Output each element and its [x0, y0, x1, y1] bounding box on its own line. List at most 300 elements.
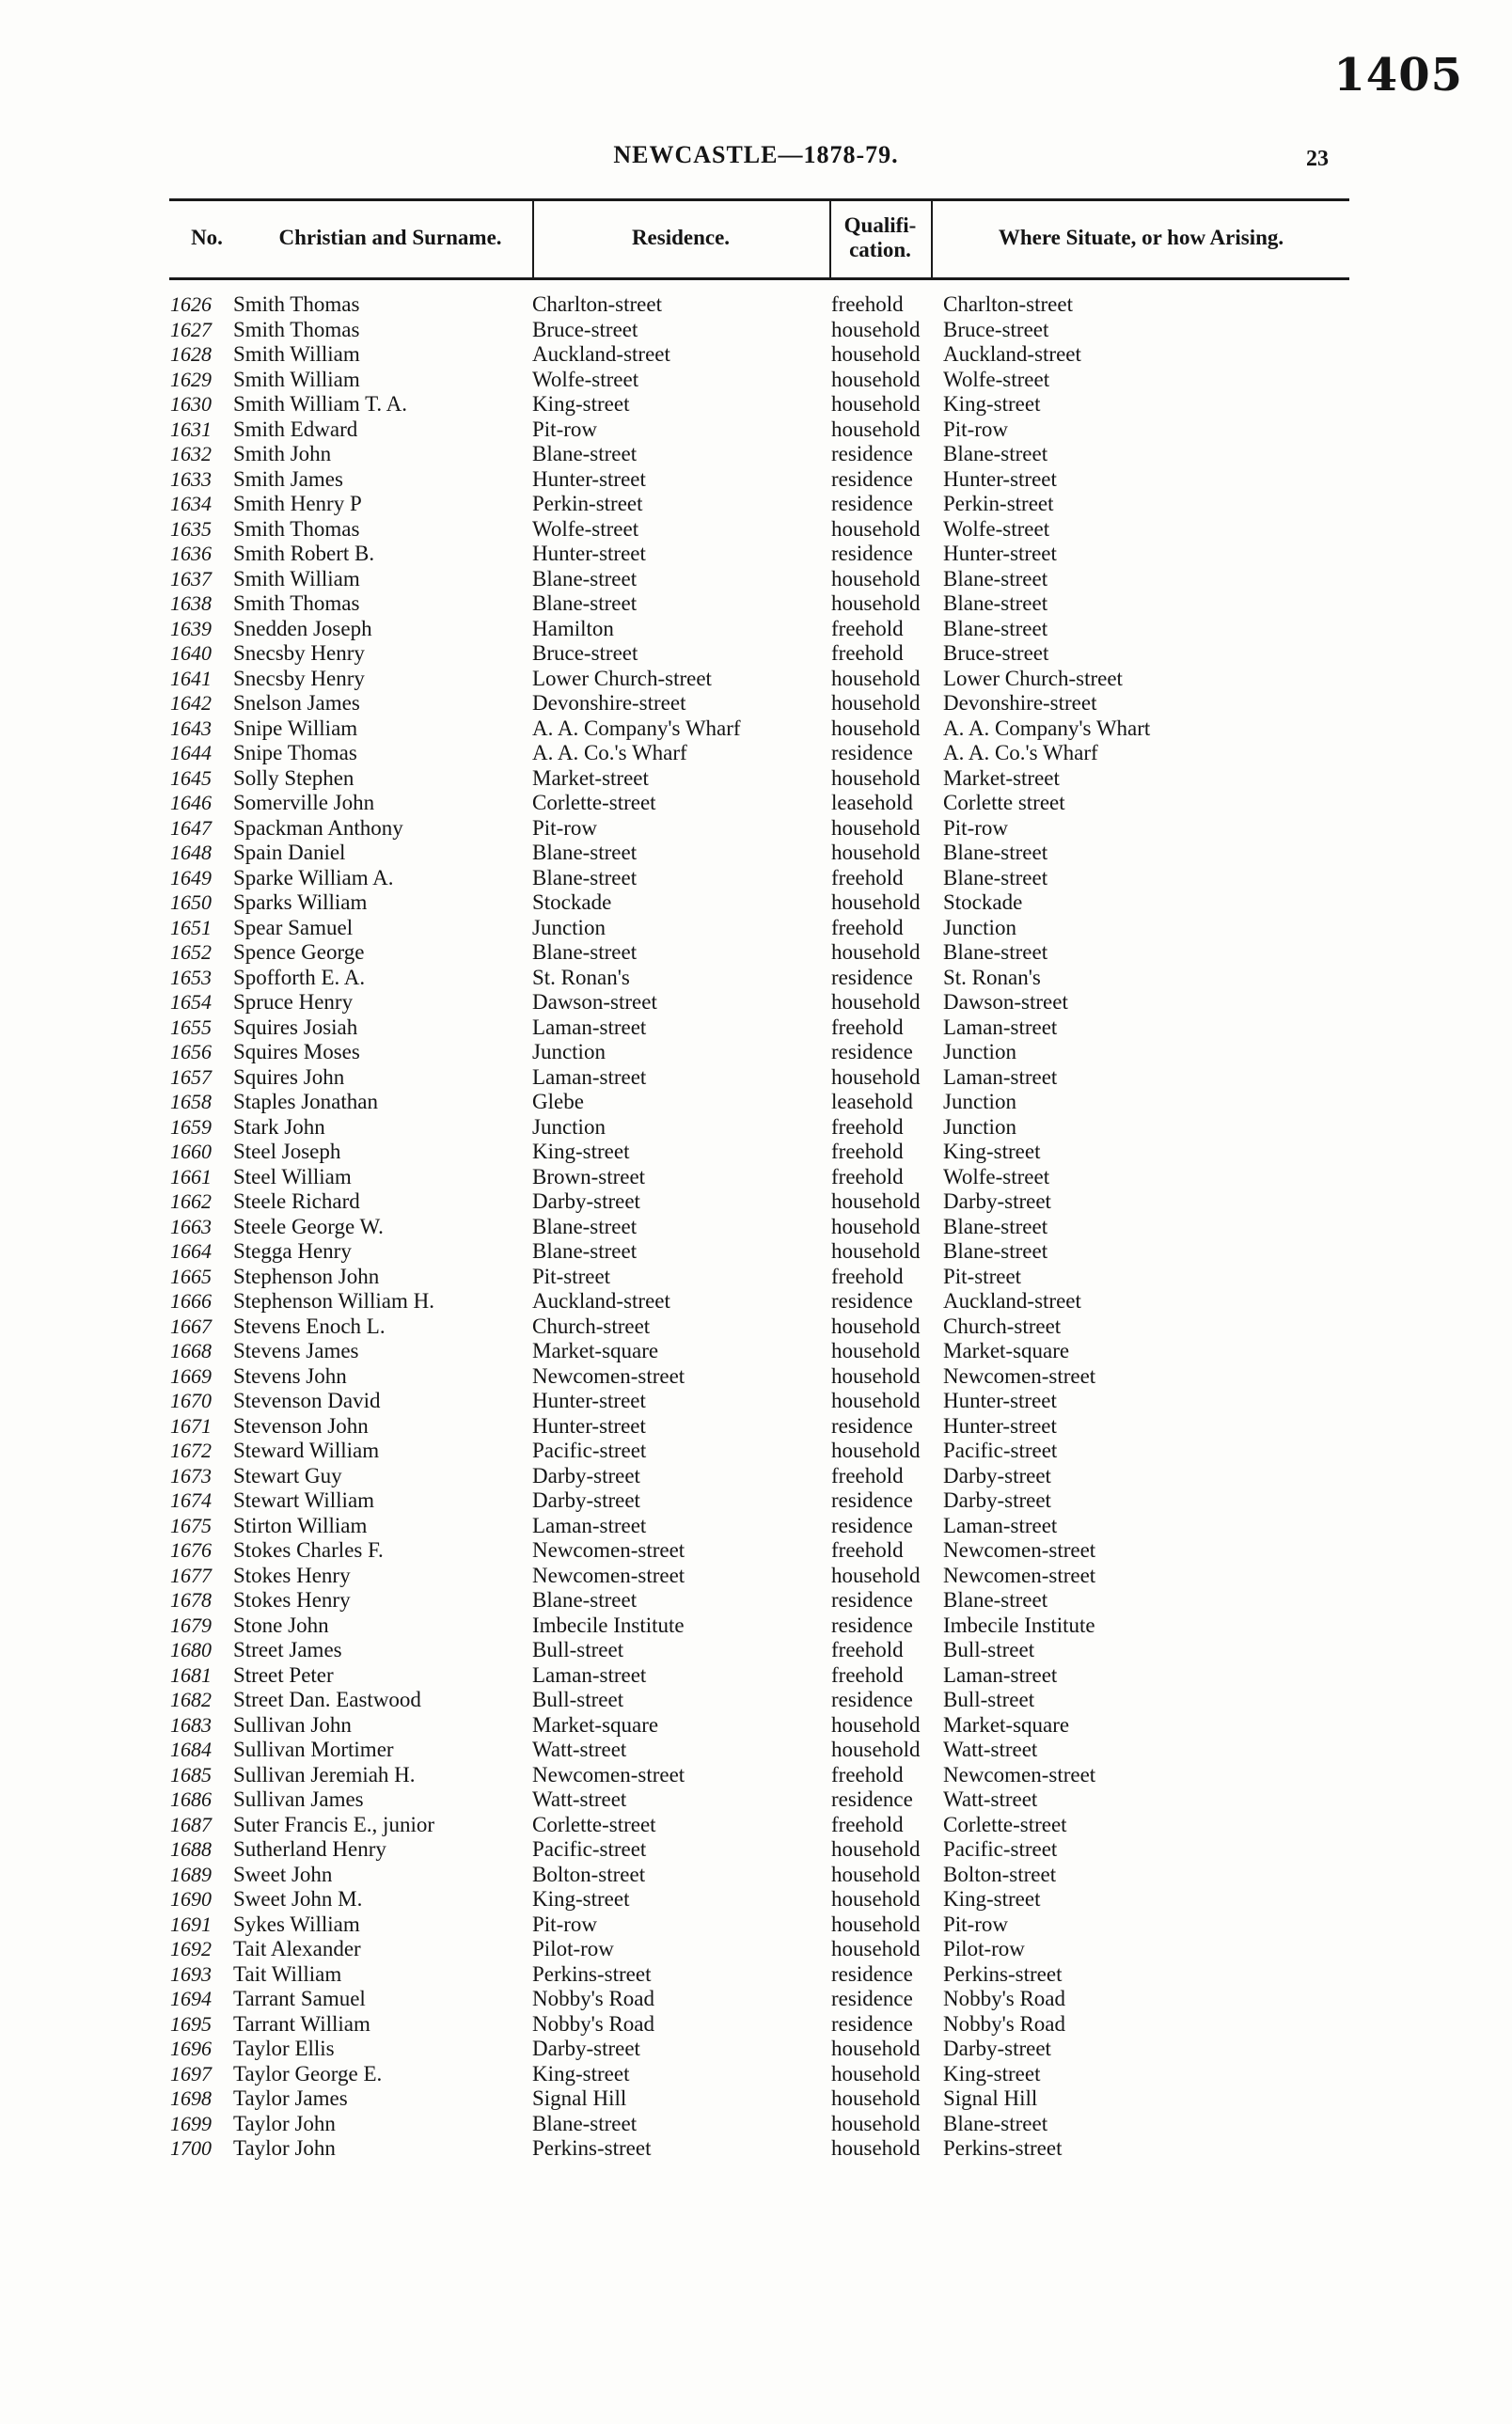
elector-qualification: freehold	[831, 1015, 904, 1039]
elector-residence: Blane-street	[532, 591, 638, 615]
elector-where-situate: Blane-street	[943, 865, 1048, 889]
elector-name: Smith William	[233, 566, 360, 590]
elector-qualification: freehold	[831, 1538, 904, 1562]
table-row	[0, 2012, 1512, 2038]
elector-residence: Perkins-street	[532, 1961, 652, 1986]
elector-number: 1686	[170, 1787, 212, 1811]
elector-number: 1645	[170, 765, 212, 790]
elector-residence: Watt-street	[532, 1738, 627, 1761]
table-row	[0, 1837, 1512, 1863]
table-row	[0, 841, 1512, 866]
elector-number: 1638	[170, 591, 212, 615]
elector-name: Somerville John	[233, 791, 375, 814]
elector-residence: Laman-street	[532, 1513, 647, 1537]
elector-qualification: freehold	[831, 1164, 904, 1188]
elector-where-situate: Darby-street	[943, 1189, 1051, 1213]
elector-where-situate: Blane-street	[943, 2111, 1048, 2135]
elector-residence: Market-square	[532, 1712, 659, 1737]
table-row	[0, 1314, 1512, 1340]
elector-where-situate: Pit-street	[943, 1264, 1022, 1288]
table-row	[0, 1588, 1512, 1613]
elector-where-situate: Blane-street	[943, 616, 1048, 640]
elector-name: Spence George	[233, 940, 365, 964]
header-rule-bottom	[169, 277, 1349, 280]
table-row	[0, 641, 1512, 667]
elector-qualification: freehold	[831, 641, 904, 665]
elector-number: 1646	[170, 791, 212, 814]
table-row	[0, 816, 1512, 842]
elector-where-situate: Hunter-street	[943, 542, 1057, 565]
elector-name: Tarrant William	[233, 2011, 370, 2036]
table-row	[0, 791, 1512, 816]
elector-where-situate: Junction	[943, 1090, 1016, 1113]
elector-number: 1681	[170, 1662, 212, 1687]
elector-qualification: freehold	[831, 1812, 904, 1836]
table-row	[0, 766, 1512, 792]
elector-number: 1654	[170, 990, 212, 1014]
table-row	[0, 990, 1512, 1015]
elector-where-situate: Bull-street	[943, 1638, 1035, 1661]
elector-where-situate: Darby-street	[943, 1463, 1051, 1487]
table-row	[0, 442, 1512, 467]
elector-where-situate: Dawson-street	[943, 990, 1068, 1014]
elector-qualification: household	[831, 591, 921, 615]
elector-residence: Junction	[532, 1114, 606, 1139]
elector-qualification: household	[831, 566, 921, 590]
elector-where-situate: Lower Church-street	[943, 666, 1123, 690]
elector-residence: Corlette-street	[532, 1812, 656, 1836]
table-row	[0, 492, 1512, 517]
table-row	[0, 691, 1512, 716]
elector-name: Sykes William	[233, 1912, 360, 1936]
elector-name: Taylor John	[233, 2136, 336, 2160]
elector-number: 1649	[170, 865, 212, 889]
table-row	[0, 1962, 1512, 1988]
elector-name: Sutherland Henry	[233, 1837, 386, 1861]
table-row	[0, 1738, 1512, 1763]
elector-residence: Laman-street	[532, 1662, 647, 1687]
table-row	[0, 2086, 1512, 2112]
elector-where-situate: Church-street	[943, 1314, 1062, 1338]
elector-where-situate: Bolton-street	[943, 1862, 1057, 1886]
table-row	[0, 1189, 1512, 1215]
elector-number: 1690	[170, 1887, 212, 1911]
elector-residence: Hunter-street	[532, 466, 646, 491]
elector-where-situate: Pacific-street	[943, 1837, 1058, 1861]
elector-where-situate: A. A. Co.'s Wharf	[943, 741, 1098, 764]
elector-number: 1653	[170, 965, 212, 989]
elector-qualification: household	[831, 1389, 921, 1412]
elector-where-situate: Pacific-street	[943, 1439, 1058, 1462]
elector-where-situate: Laman-street	[943, 1662, 1058, 1687]
elector-residence: Darby-street	[532, 1488, 640, 1512]
table-row	[0, 1887, 1512, 1912]
elector-qualification: residence	[831, 492, 913, 515]
elector-name: Smith William	[233, 367, 360, 391]
elector-residence: Wolfe-street	[532, 367, 639, 391]
elector-where-situate: Bull-street	[943, 1688, 1035, 1711]
elector-qualification: residence	[831, 1040, 913, 1063]
column-header-no: No.	[191, 226, 223, 249]
elector-where-situate: Blane-street	[943, 566, 1048, 590]
elector-number: 1639	[170, 616, 212, 640]
elector-number: 1636	[170, 542, 212, 565]
elector-name: Taylor John	[233, 2111, 336, 2135]
elector-residence: Laman-street	[532, 1015, 647, 1039]
elector-number: 1682	[170, 1688, 212, 1711]
elector-number: 1655	[170, 1015, 212, 1039]
elector-residence: Blane-street	[532, 940, 638, 964]
elector-qualification: freehold	[831, 915, 904, 939]
elector-name: Stevens James	[233, 1339, 359, 1362]
elector-where-situate: Nobby's Road	[943, 1987, 1066, 2010]
elector-qualification: household	[831, 1214, 921, 1238]
elector-where-situate: Auckland-street	[943, 1289, 1081, 1313]
table-row	[0, 1115, 1512, 1141]
elector-qualification: household	[831, 1837, 921, 1861]
table-row	[0, 1289, 1512, 1314]
elector-residence: Dawson-street	[532, 990, 657, 1014]
elector-residence: Junction	[532, 1040, 606, 1063]
elector-qualification: household	[831, 392, 921, 416]
elector-name: Sullivan Mortimer	[233, 1738, 394, 1761]
elector-name: Sparks William	[233, 890, 368, 914]
elector-qualification: residence	[831, 1613, 913, 1637]
elector-residence: Glebe	[532, 1090, 584, 1113]
table-row	[0, 1663, 1512, 1689]
elector-number: 1643	[170, 716, 212, 740]
table-row	[0, 292, 1512, 318]
elector-name: Staples Jonathan	[233, 1090, 378, 1113]
elector-name: Stewart William	[233, 1488, 375, 1512]
elector-where-situate: A. A. Company's Whart	[943, 716, 1151, 740]
elector-residence: Pit-row	[532, 815, 597, 840]
elector-residence: Nobby's Road	[532, 2011, 655, 2036]
elector-qualification: household	[831, 841, 921, 864]
elector-name: Stegga Henry	[233, 1239, 352, 1263]
table-row	[0, 1912, 1512, 1938]
elector-qualification: residence	[831, 1513, 913, 1537]
elector-qualification: residence	[831, 442, 913, 465]
elector-name: Snipe William	[233, 716, 358, 740]
elector-name: Sullivan James	[233, 1787, 364, 1811]
elector-residence: Hamilton	[532, 616, 614, 640]
table-row	[0, 966, 1512, 991]
table-row	[0, 617, 1512, 642]
elector-residence: Hunter-street	[532, 1413, 646, 1438]
elector-name: Steel Joseph	[233, 1140, 341, 1163]
elector-residence: Pacific-street	[532, 1837, 647, 1861]
table-row	[0, 1514, 1512, 1539]
elector-residence: Hunter-street	[532, 1389, 646, 1412]
elector-where-situate: King-street	[943, 1140, 1041, 1163]
elector-residence: Junction	[532, 915, 606, 939]
elector-name: Smith Thomas	[233, 317, 360, 341]
table-row	[0, 1215, 1512, 1240]
elector-qualification: household	[831, 815, 921, 840]
elector-name: Smith Thomas	[233, 516, 360, 541]
elector-qualification: household	[831, 1314, 921, 1338]
table-row	[0, 741, 1512, 766]
elector-qualification: freehold	[831, 1638, 904, 1661]
elector-qualification: household	[831, 2136, 921, 2160]
table-row	[0, 1165, 1512, 1190]
elector-number: 1664	[170, 1239, 212, 1263]
elector-name: Steele George W.	[233, 1214, 384, 1238]
elector-where-situate: Auckland-street	[943, 342, 1081, 366]
elector-qualification: household	[831, 1887, 921, 1911]
elector-residence: Corlette-street	[532, 791, 656, 814]
elector-residence: Blane-street	[532, 1588, 638, 1612]
column-header-name: Christian and Surname.	[278, 226, 502, 249]
elector-where-situate: Blane-street	[943, 1214, 1048, 1238]
elector-name: Stephenson John	[233, 1264, 380, 1288]
table-row	[0, 1464, 1512, 1489]
elector-qualification: household	[831, 1862, 921, 1886]
elector-qualification: freehold	[831, 1463, 904, 1487]
elector-residence: Signal Hill	[532, 2086, 627, 2110]
elector-number: 1647	[170, 815, 212, 840]
elector-name: Taylor Ellis	[233, 2037, 335, 2060]
elector-number: 1693	[170, 1961, 212, 1986]
elector-qualification: household	[831, 1439, 921, 1462]
elector-name: Squires Josiah	[233, 1015, 358, 1039]
elector-name: Stone John	[233, 1613, 329, 1637]
elector-where-situate: Market-square	[943, 1339, 1070, 1362]
table-row	[0, 1638, 1512, 1663]
elector-residence: Perkins-street	[532, 2136, 652, 2160]
elector-number: 1662	[170, 1189, 212, 1213]
elector-name: Street Dan. Eastwood	[233, 1688, 421, 1711]
elector-number: 1696	[170, 2037, 212, 2060]
elector-name: Smith William T. A.	[233, 392, 408, 416]
elector-number: 1642	[170, 691, 212, 715]
elector-where-situate: Perkins-street	[943, 1961, 1063, 1986]
elector-qualification: household	[831, 1912, 921, 1936]
table-row	[0, 417, 1512, 443]
elector-name: Smith John	[233, 442, 332, 465]
elector-qualification: household	[831, 1937, 921, 1960]
elector-where-situate: King-street	[943, 1887, 1041, 1911]
elector-where-situate: Pit-row	[943, 815, 1008, 840]
elector-number: 1661	[170, 1164, 212, 1188]
elector-number: 1656	[170, 1040, 212, 1063]
elector-residence: Bull-street	[532, 1688, 624, 1711]
elector-number: 1650	[170, 890, 212, 914]
elector-where-situate: Bruce-street	[943, 641, 1049, 665]
elector-name: Smith Thomas	[233, 591, 360, 615]
elector-qualification: residence	[831, 1289, 913, 1313]
elector-qualification: freehold	[831, 1762, 904, 1787]
elector-where-situate: Hunter-street	[943, 466, 1057, 491]
elector-number: 1671	[170, 1413, 212, 1438]
elector-name: Smith Robert B.	[233, 542, 375, 565]
table-row	[0, 1713, 1512, 1739]
elector-name: Steward William	[233, 1439, 380, 1462]
elector-where-situate: Wolfe-street	[943, 516, 1050, 541]
elector-where-situate: King-street	[943, 2061, 1041, 2086]
elector-where-situate: Market-square	[943, 1712, 1070, 1737]
elector-name: Smith Edward	[233, 417, 358, 441]
elector-where-situate: Stockade	[943, 890, 1023, 914]
elector-qualification: leasehold	[831, 1090, 913, 1113]
elector-residence: Market-square	[532, 1339, 659, 1362]
page-number: 1405	[1333, 49, 1463, 102]
elector-residence: Darby-street	[532, 1463, 640, 1487]
table-row	[0, 1090, 1512, 1115]
elector-where-situate: King-street	[943, 392, 1041, 416]
elector-where-situate: Blane-street	[943, 1588, 1048, 1612]
table-row	[0, 1414, 1512, 1440]
elector-qualification: household	[831, 940, 921, 964]
elector-number: 1660	[170, 1140, 212, 1163]
elector-number: 1676	[170, 1538, 212, 1562]
elector-number: 1640	[170, 641, 212, 665]
elector-name: Sweet John M.	[233, 1887, 363, 1911]
elector-residence: Bull-street	[532, 1638, 624, 1661]
elector-name: Sullivan John	[233, 1712, 352, 1737]
elector-name: Spackman Anthony	[233, 815, 403, 840]
running-title: NEWCASTLE—1878-79.	[613, 141, 899, 168]
elector-where-situate: St. Ronan's	[943, 965, 1041, 989]
elector-name: Snelson James	[233, 691, 360, 715]
table-row	[0, 1613, 1512, 1639]
elector-name: Solly Stephen	[233, 765, 354, 790]
elector-where-situate: Blane-street	[943, 841, 1048, 864]
elector-residence: Pilot-row	[532, 1937, 614, 1960]
elector-residence: King-street	[532, 2061, 630, 2086]
table-row	[0, 467, 1512, 493]
table-row	[0, 890, 1512, 916]
elector-residence: Market-street	[532, 765, 649, 790]
elector-qualification: household	[831, 1064, 921, 1089]
elector-name: Stevens Enoch L.	[233, 1314, 386, 1338]
elector-name: Stirton William	[233, 1513, 368, 1537]
elector-number: 1683	[170, 1712, 212, 1737]
table-row	[0, 916, 1512, 941]
elector-qualification: residence	[831, 1488, 913, 1512]
elector-number: 1692	[170, 1937, 212, 1960]
elector-qualification: freehold	[831, 1140, 904, 1163]
elector-qualification: household	[831, 890, 921, 914]
elector-number: 1691	[170, 1912, 212, 1936]
elector-number: 1644	[170, 741, 212, 764]
elector-number: 1648	[170, 841, 212, 864]
elector-qualification: household	[831, 1363, 921, 1388]
elector-residence: Bruce-street	[532, 317, 638, 341]
elector-number: 1699	[170, 2111, 212, 2135]
elector-residence: Church-street	[532, 1314, 651, 1338]
elector-where-situate: Signal Hill	[943, 2086, 1038, 2110]
table-row	[0, 1538, 1512, 1564]
elector-residence: Pit-row	[532, 1912, 597, 1936]
elector-residence: Nobby's Road	[532, 1987, 655, 2010]
elector-residence: Pacific-street	[532, 1439, 647, 1462]
elector-name: Spruce Henry	[233, 990, 354, 1014]
table-row	[0, 1065, 1512, 1091]
elector-number: 1634	[170, 492, 212, 515]
elector-residence: Auckland-street	[532, 1289, 670, 1313]
elector-name: Stokes Charles F.	[233, 1538, 384, 1562]
elector-number: 1689	[170, 1862, 212, 1886]
elector-where-situate: Perkins-street	[943, 2136, 1063, 2160]
elector-residence: Watt-street	[532, 1787, 627, 1811]
elector-residence: Blane-street	[532, 442, 638, 465]
elector-name: Smith William	[233, 342, 360, 366]
table-row	[0, 716, 1512, 742]
elector-number: 1678	[170, 1588, 212, 1612]
table-row	[0, 1140, 1512, 1165]
elector-where-situate: Pit-row	[943, 417, 1008, 441]
elector-qualification: residence	[831, 1787, 913, 1811]
elector-where-situate: Junction	[943, 1114, 1016, 1139]
elector-qualification: household	[831, 2061, 921, 2086]
table-row	[0, 1863, 1512, 1888]
column-header-qualification: Qualifi- cation.	[843, 213, 917, 261]
table-row	[0, 1040, 1512, 1065]
elector-number: 1685	[170, 1762, 212, 1787]
table-row	[0, 1937, 1512, 1962]
elector-qualification: household	[831, 1738, 921, 1761]
elector-qualification: household	[831, 2037, 921, 2060]
elector-number: 1658	[170, 1090, 212, 1113]
elector-where-situate: Charlton-street	[943, 292, 1073, 316]
elector-name: Sullivan Jeremiah H.	[233, 1762, 416, 1787]
elector-qualification: freehold	[831, 865, 904, 889]
elector-where-situate: Newcomen-street	[943, 1538, 1096, 1562]
elector-qualification: residence	[831, 466, 913, 491]
elector-name: Tarrant Samuel	[233, 1987, 366, 2010]
elector-where-situate: Darby-street	[943, 1488, 1051, 1512]
elector-residence: King-street	[532, 1887, 630, 1911]
elector-name: Street Peter	[233, 1662, 334, 1687]
elector-qualification: household	[831, 2111, 921, 2135]
elector-name: Stephenson William H.	[233, 1289, 434, 1313]
elector-name: Steele Richard	[233, 1189, 360, 1213]
elector-qualification: household	[831, 765, 921, 790]
elector-number: 1629	[170, 367, 212, 391]
elector-where-situate: Bruce-street	[943, 317, 1049, 341]
elector-qualification: household	[831, 1239, 921, 1263]
elector-where-situate: Wolfe-street	[943, 1164, 1050, 1188]
elector-number: 1632	[170, 442, 212, 465]
elector-number: 1666	[170, 1289, 212, 1313]
table-row	[0, 1439, 1512, 1464]
elector-where-situate: Watt-street	[943, 1787, 1038, 1811]
elector-qualification: household	[831, 1339, 921, 1362]
elector-number: 1675	[170, 1513, 212, 1537]
elector-where-situate: Newcomen-street	[943, 1563, 1096, 1587]
table-row	[0, 591, 1512, 617]
elector-residence: Bolton-street	[532, 1862, 646, 1886]
elector-qualification: freehold	[831, 1114, 904, 1139]
elector-where-situate: Pit-row	[943, 1912, 1008, 1936]
elector-where-situate: Blane-street	[943, 940, 1048, 964]
elector-where-situate: Pilot-row	[943, 1937, 1025, 1960]
elector-residence: Pit-street	[532, 1264, 611, 1288]
elector-where-situate: Nobby's Road	[943, 2011, 1066, 2036]
elector-residence: Darby-street	[532, 2037, 640, 2060]
elector-where-situate: Laman-street	[943, 1513, 1058, 1537]
elector-name: Snecsby Henry	[233, 641, 365, 665]
elector-name: Stokes Henry	[233, 1588, 351, 1612]
elector-name: Snecsby Henry	[233, 666, 365, 690]
elector-number: 1669	[170, 1363, 212, 1388]
column-header-where: Where Situate, or how Arising.	[998, 226, 1284, 249]
elector-number: 1694	[170, 1987, 212, 2010]
elector-name: Sweet John	[233, 1862, 333, 1886]
elector-qualification: household	[831, 2086, 921, 2110]
